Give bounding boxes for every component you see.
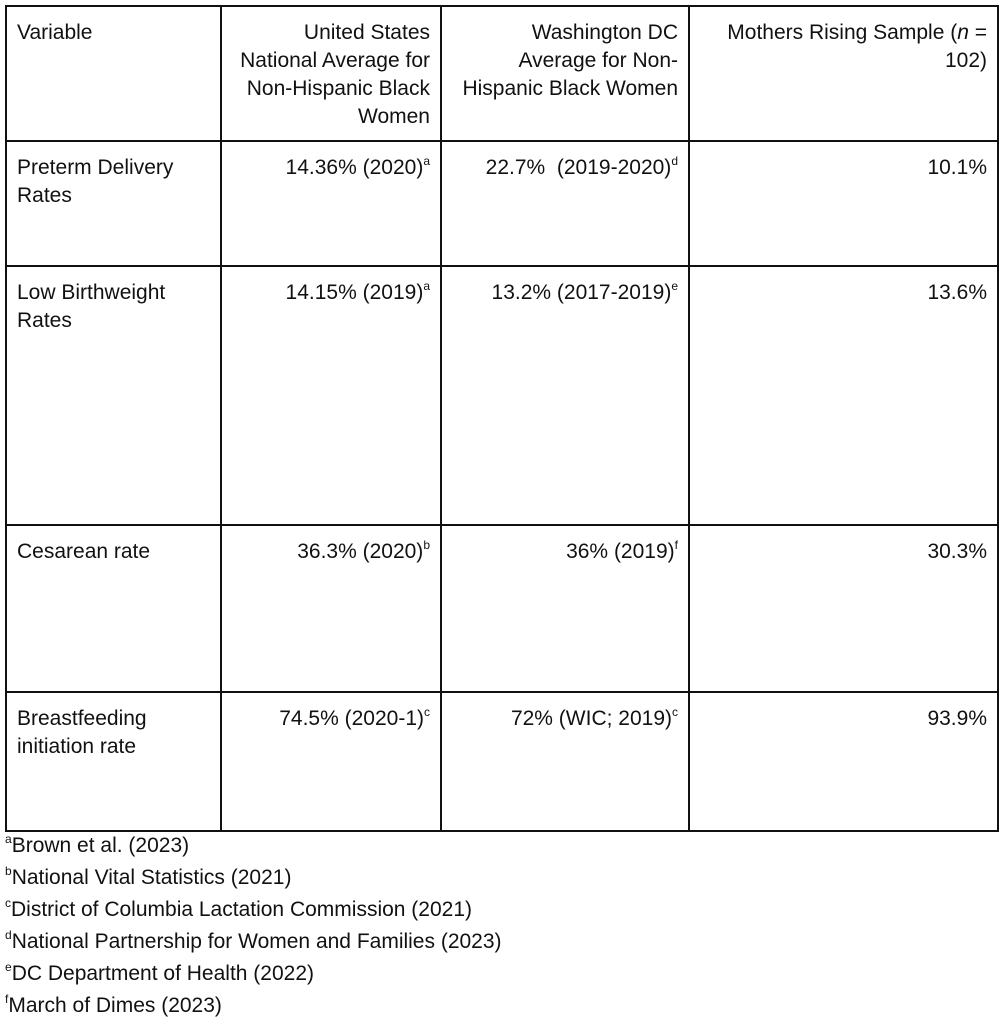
cell-us-ref: a bbox=[423, 279, 430, 293]
cell-us-value: 14.15% (2019) bbox=[285, 281, 424, 304]
footnote-item bbox=[5, 926, 502, 958]
cell-dc bbox=[441, 266, 689, 525]
cell-dc-value: 72% (WIC; 2019) bbox=[510, 707, 672, 730]
footnote-mark: b bbox=[5, 864, 12, 878]
footnote-text: National Partnership for Women and Families (2023) bbox=[11, 930, 502, 953]
cell-dc-value: 13.2% (2017-2019) bbox=[491, 281, 672, 304]
footnote-item bbox=[5, 894, 502, 926]
cell-variable: Cesarean rate bbox=[6, 525, 221, 692]
cell-dc-ref: d bbox=[671, 154, 678, 168]
cell-us bbox=[221, 525, 441, 692]
footnote-text: District of Columbia Lactation Commission (2021) bbox=[11, 898, 473, 921]
footnote-item bbox=[5, 958, 502, 990]
header-us-average: United States National Average for Non-Hispanic Black Women bbox=[221, 6, 441, 141]
table-row bbox=[6, 692, 998, 831]
cell-us-ref: a bbox=[423, 154, 430, 168]
header-variable: Variable bbox=[6, 6, 221, 141]
cell-dc-value: 36% (2019) bbox=[566, 540, 675, 563]
footnote-text: Brown et al. (2023) bbox=[11, 834, 190, 857]
cell-us bbox=[221, 266, 441, 525]
table-row bbox=[6, 141, 998, 266]
cell-dc bbox=[441, 525, 689, 692]
header-dc-average: Washington DC Average for Non-Hispanic Black Women bbox=[441, 6, 689, 141]
footnote-mark: e bbox=[5, 960, 12, 974]
cell-dc bbox=[441, 141, 689, 266]
cell-variable: Preterm Delivery Rates bbox=[6, 141, 221, 266]
header-sample-suffix: = 102) bbox=[944, 21, 987, 72]
statistics-table bbox=[5, 5, 999, 832]
cell-dc-ref: e bbox=[671, 279, 678, 293]
table-row bbox=[6, 266, 998, 525]
footnote-mark: a bbox=[5, 832, 12, 846]
footnotes bbox=[5, 830, 502, 1022]
cell-dc-ref: f bbox=[674, 538, 678, 552]
footnote-mark: f bbox=[5, 992, 9, 1006]
cell-us-value: 36.3% (2020) bbox=[297, 540, 424, 563]
header-sample bbox=[689, 6, 998, 141]
header-sample-n: n bbox=[957, 21, 969, 44]
footnote-item bbox=[5, 830, 502, 862]
cell-sample: 93.9% bbox=[689, 692, 998, 831]
footnote-item bbox=[5, 990, 502, 1022]
cell-sample: 13.6% bbox=[689, 266, 998, 525]
cell-sample: 30.3% bbox=[689, 525, 998, 692]
cell-us bbox=[221, 692, 441, 831]
cell-sample: 10.1% bbox=[689, 141, 998, 266]
cell-us bbox=[221, 141, 441, 266]
cell-us-ref: c bbox=[424, 705, 430, 719]
footnote-item bbox=[5, 862, 502, 894]
footnote-text: DC Department of Health (2022) bbox=[11, 962, 314, 985]
table-row bbox=[6, 525, 998, 692]
cell-variable: Low Birthweight Rates bbox=[6, 266, 221, 525]
footnote-mark: c bbox=[5, 896, 11, 910]
footnote-text: March of Dimes (2023) bbox=[8, 994, 222, 1017]
footnote-text: National Vital Statistics (2021) bbox=[11, 866, 292, 889]
cell-us-value: 14.36% (2020) bbox=[285, 156, 424, 179]
cell-dc-value: 22.7% (2019-2020) bbox=[485, 156, 672, 179]
cell-variable: Breastfeeding initiation rate bbox=[6, 692, 221, 831]
cell-us-value: 74.5% (2020-1) bbox=[279, 707, 424, 730]
cell-dc bbox=[441, 692, 689, 831]
cell-us-ref: b bbox=[423, 538, 430, 552]
cell-dc-ref: c bbox=[672, 705, 678, 719]
header-sample-prefix: Mothers Rising Sample ( bbox=[727, 21, 958, 44]
table-header-row bbox=[6, 6, 998, 141]
footnote-mark: d bbox=[5, 928, 12, 942]
